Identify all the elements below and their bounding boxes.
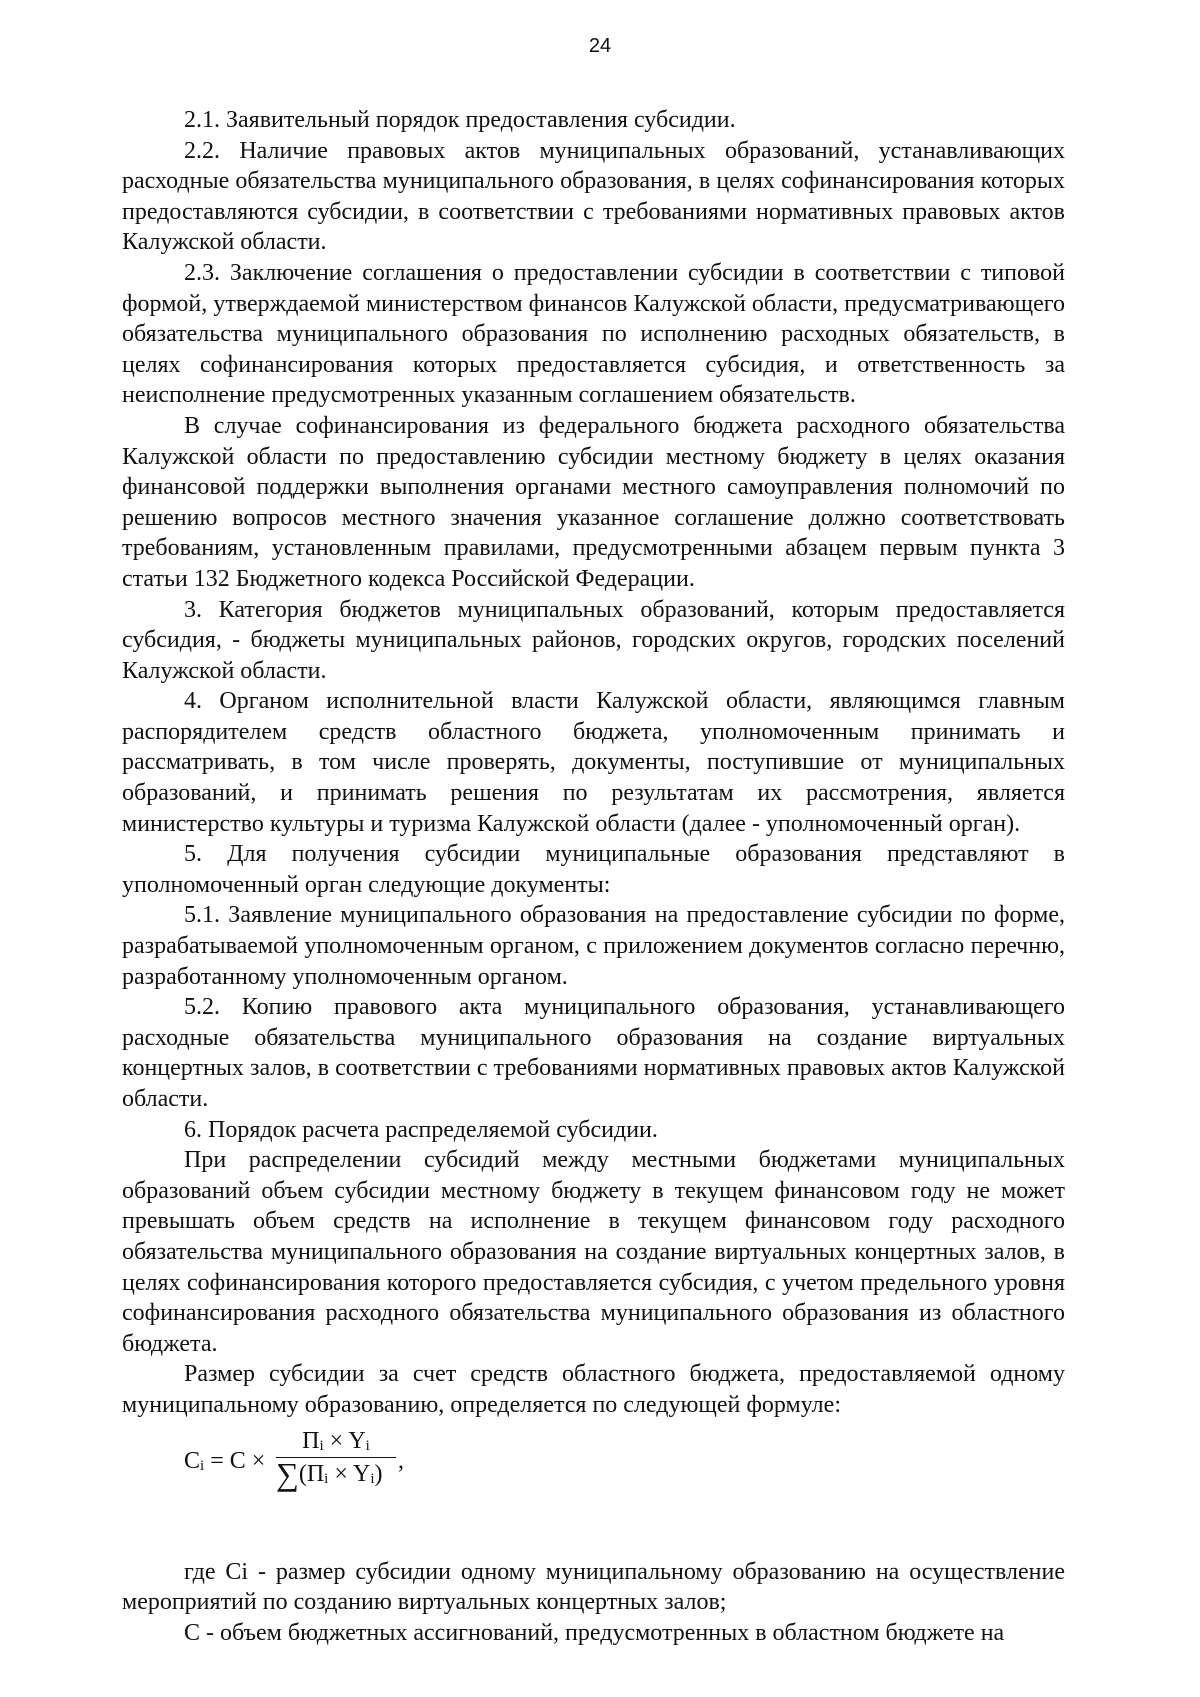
formula-num-y-index: i [365,1437,370,1454]
paragraph-2-1: 2.1. Заявительный порядок предоставления субсидии. [184,107,736,133]
formula-lhs-symbol: C [184,1447,201,1474]
paragraph-formula-intro: Размер субсидии за счет средств областного бюджета, предоставляемой одному муниципальному образованию, определяется по следующей формуле: [122,1361,1065,1418]
formula-den-close-paren: ) [374,1460,383,1487]
formula-den-p-index: i [324,1470,329,1487]
formula-den-times: × [328,1460,353,1487]
paragraph-5-2: 5.2. Копию правового акта муниципального образования, устанавливающего расходные обязательства муниципального образования на создание виртуальных концертных залов, в соответствии с требованиями нормативных правовых актов Калужской области. [122,994,1065,1112]
paragraph-distribution: При распределении субсидий между местными бюджетами муниципальных образований объем субсидии местному бюджету в текущем финансовом году не может превышать объем средств на исполнение в текущем финансовом году расходного обязательства муниципального образования на создание виртуальных концертных залов, в целях софинансирования которого предоставляется субсидия, с учетом предельного уровня софинансирования расходного обязательства муниципального образования из областного бюджета. [122,1147,1065,1357]
formula-den-y: Y [352,1460,371,1487]
paragraph-ci-definition: где Ci - размер субсидии одному муниципальному образованию на осуществление мероприятий по созданию виртуальных концертных залов; [122,1558,1065,1616]
formula-sigma: ∑ [276,1455,299,1492]
paragraph-c-definition: C - объем бюджетных ассигнований, предусмотренных в областном бюджете на [184,1619,1005,1646]
formula-denominator [276,1455,396,1492]
paragraph-2-3: 2.3. Заключение соглашения о предоставлении субсидии в соответствии с типовой формой, утверждаемой министерством финансов Калужской области, предусматривающего обязательства муниципального образования по исполнению расходных обязательств, в целях софинансирования которых предоставляется субсидия, и ответственность за неисполнение предусмотренных указанным соглашением обязательств. [122,259,1065,409]
formula-fraction [276,1427,396,1492]
formula-numerator [276,1427,396,1457]
formula-den-y-index: i [370,1470,375,1487]
document-body [122,105,1065,1648]
formula-num-p: П [302,1427,320,1454]
formula-den-p: П [306,1460,325,1487]
formula-equals-times: = C × [204,1447,266,1474]
formula-lhs [184,1447,265,1475]
formula-num-p-index: i [319,1437,324,1454]
formula-num-y: Y [348,1427,366,1454]
formula-trailing-comma: , [398,1447,404,1474]
subsidy-formula [184,1427,1065,1511]
paragraph-5-1: 5.1. Заявление муниципального образования на предоставление субсидии по форме, разрабатываемой уполномоченным органом, с приложением документов согласно перечню, разработанному уполномоченным органом. [122,902,1065,990]
paragraph-6: 6. Порядок расчета распределяемой субсидии. [184,1116,658,1143]
paragraph-2-2: 2.2. Наличие правовых актов муниципальных образований, устанавливающих расходные обязательства муниципального образования, в целях софинансирования которых предоставляются субсидии, в соответствии с требованиями нормативных правовых актов Калужской области. [122,137,1065,256]
paragraph-5: 5. Для получения субсидии муниципальные образования представляют в уполномоченный орган следующие документы: [122,841,1065,898]
formula-num-times: × [323,1427,349,1454]
formula-den-open-paren: ( [298,1460,307,1487]
paragraph-3: 3. Категория бюджетов муниципальных образований, которым предоставляется субсидия, - бюджеты муниципальных районов, городских округов, городских поселений Калужской области. [122,596,1065,684]
formula-lhs-index: i [200,1457,205,1474]
paragraph-federal-cofinancing: В случае софинансирования из федерального бюджета расходного обязательства Калужской области по предоставлению субсидии местному бюджету в целях оказания финансовой поддержки выполнения органами местного самоуправления полномочий по решению вопросов местного значения указанное соглашение должно соответствовать требованиям, установленным правилами, предусмотренными абзацем первым пункта 3 статьи 132 Бюджетного кодекса Российской Федерации. [122,412,1065,592]
paragraph-4: 4. Органом исполнительной власти Калужской области, являющимся главным распорядителем средств областного бюджета, уполномоченным принимать и рассматривать, в том числе проверять, документы, поступившие от муниципальных образований, и принимать решения по результатам их рассмотрения, является министерство культуры и туризма Калужской области (далее - уполномоченный орган). [122,688,1065,837]
page-number: 24 [588,35,612,57]
